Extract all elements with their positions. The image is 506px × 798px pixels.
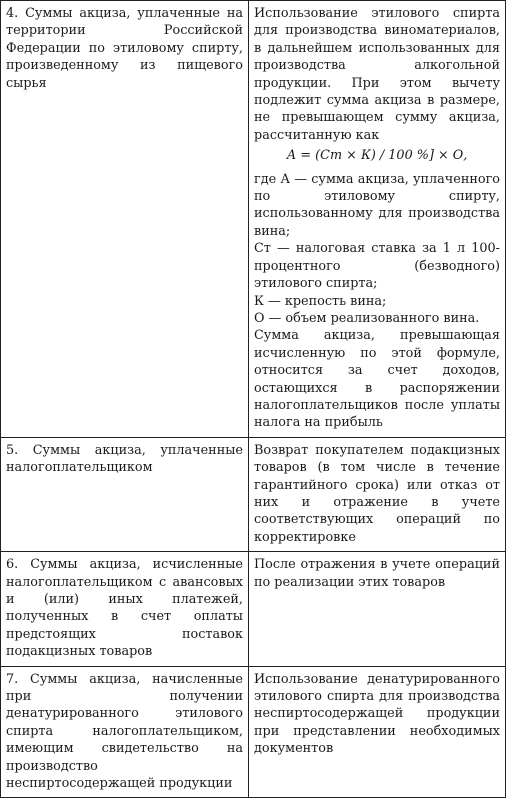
definition-item: О — объем реализованного вина. — [254, 310, 480, 326]
condition-cell — [249, 666, 506, 798]
definition-item: Ст — налоговая ставка за 1 л 100-процентного (безводного) этилового спирта; — [254, 241, 500, 292]
condition-text: Возврат покупателем подакцизных товаров (в том числе в течение гарантийного срока) или отказ от них и отражение в учете соответствующих операций по корректировке — [254, 442, 500, 545]
condition-cell — [249, 552, 506, 666]
condition-text: Использование денатурированного этилового спирта для производства неспиртосодержащей продукции при представлении необходимых документов — [254, 671, 500, 757]
condition-text: Использование этилового спирта для производства виноматериалов, в дальнейшем использованных для производства алкогольной продукции. При этом вычету подлежит сумма акциза в размере, не превышающем сумму акциза, рассчитанную как — [254, 6, 500, 143]
basis-text: 4. Суммы акциза, уплаченные на территории Российской Федерации по этиловому спирту, произведенному из пищевого сырья — [6, 6, 243, 91]
basis-text: 7. Суммы акциза, начисленные при получении денатурированного этилового спирта налогоплательщиком, имеющим свидетельство на производство неспиртосодержащей продукции — [6, 671, 243, 792]
basis-cell — [1, 437, 249, 551]
table-row — [1, 437, 506, 551]
excise-formula: А = (Ст × К) / 100 %] × О, — [286, 148, 468, 164]
basis-text: 6. Суммы акциза, исчисленные налогоплательщиком с авансовых и (или) иных платежей, полученных в счет оплаты предстоящих поставок подакцизных товаров — [6, 557, 243, 660]
basis-cell — [1, 666, 249, 798]
table-row — [1, 666, 506, 798]
basis-cell — [1, 1, 249, 438]
table-row — [1, 1, 506, 438]
formula-note: Сумма акциза, превышающая исчисленную по этой формуле, относится за счет доходов, остающихся в распоряжении налогоплательщиков после уплаты налога на прибыль — [254, 328, 500, 431]
condition-cell — [249, 1, 506, 438]
definition-item: К — крепость вина; — [254, 293, 387, 309]
condition-cell — [249, 437, 506, 551]
basis-cell — [1, 552, 249, 666]
definition-item: где А — сумма акциза, уплаченного по этиловому спирту, использованному для производства вина; — [254, 171, 500, 239]
basis-text: 5. Суммы акциза, уплаченные налогоплательщиком — [6, 442, 243, 476]
table-row — [1, 552, 506, 666]
condition-text: После отражения в учете операций по реализации этих товаров — [254, 557, 500, 590]
